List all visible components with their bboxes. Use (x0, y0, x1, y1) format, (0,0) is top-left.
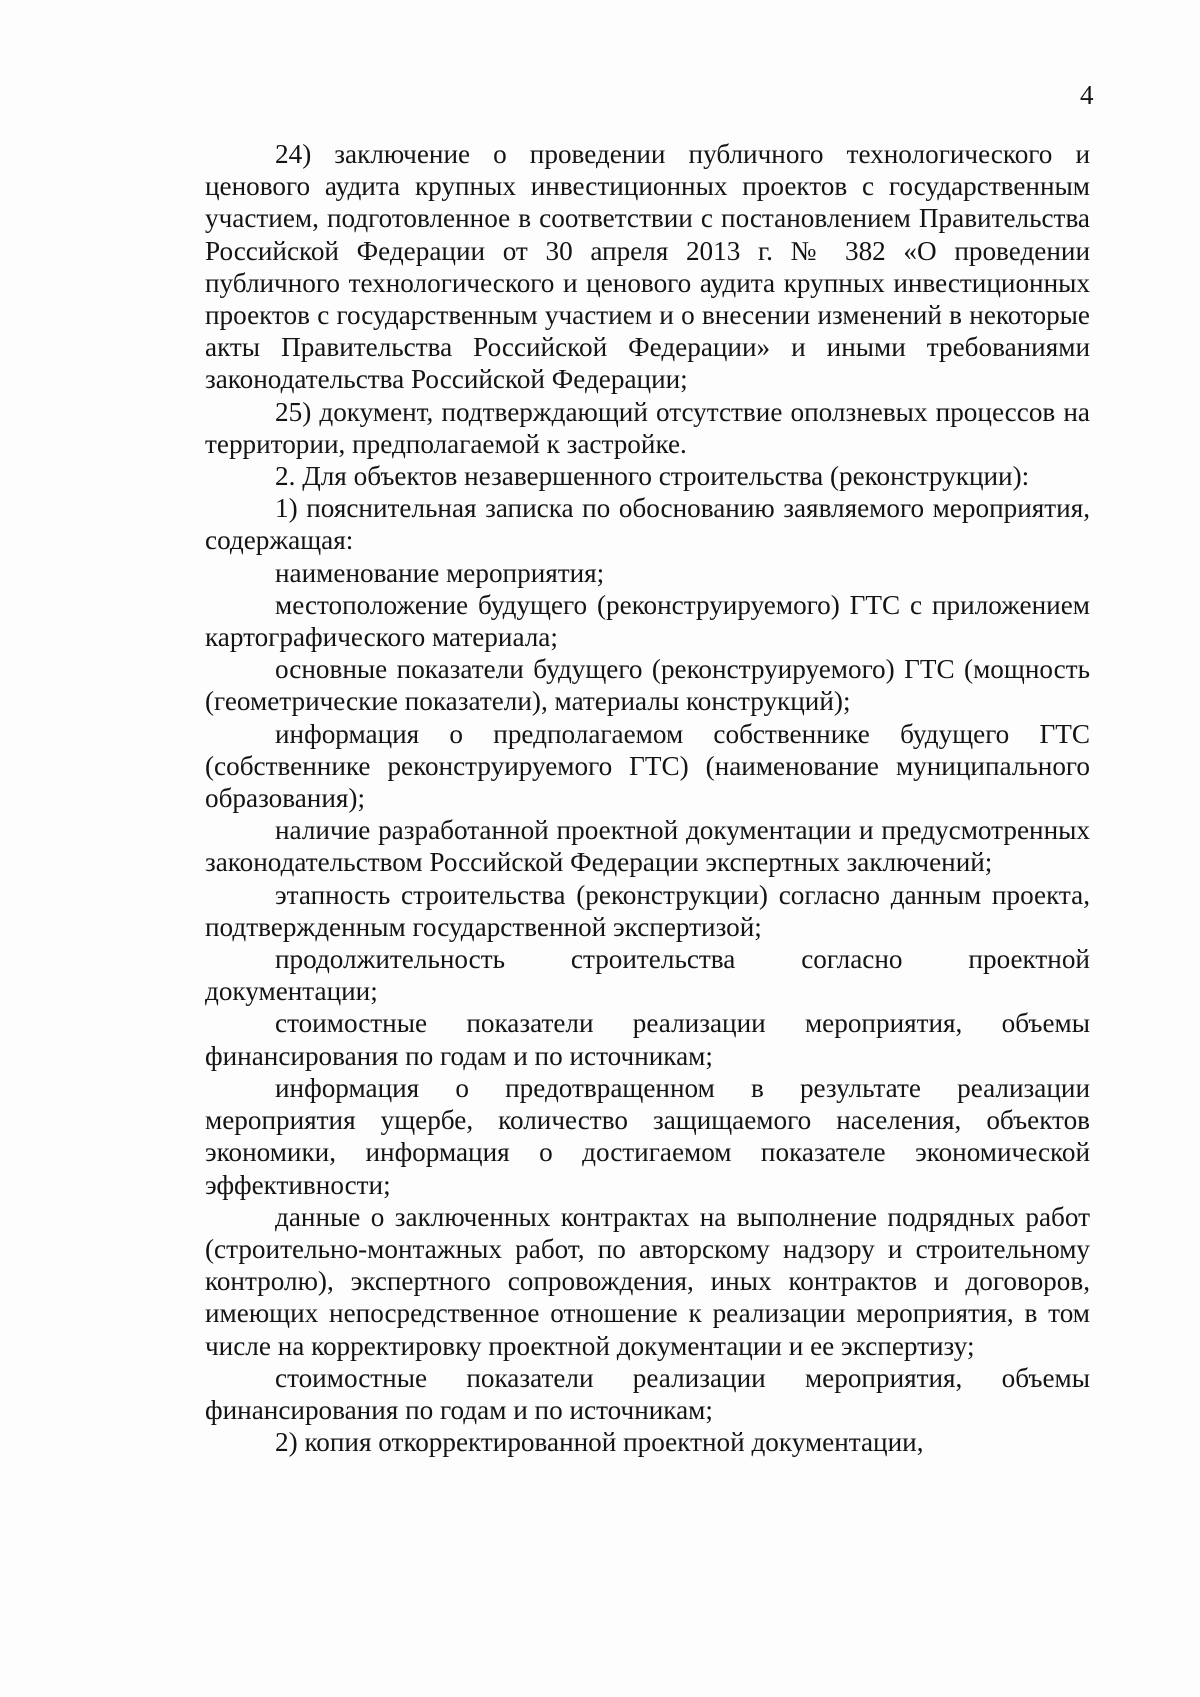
paragraph-construction-stages: этапность строительства (реконструкции) согласно данным проекта, подтвержденным государственной экспертизой; (205, 879, 1090, 942)
paragraph-main-indicators: основные показатели будущего (реконструируемого) ГТС (мощность (геометрические показатели), материалы конструкций); (205, 654, 1090, 717)
paragraph-project-documentation: наличие разработанной проектной документации и предусмотренных законодательством Российской Федерации экспертных заключений; (205, 815, 1090, 878)
list-item-24-audit-conclusion: 24) заключение о проведении публичного технологического и ценового аудита крупных инвестиционных проектов с государственным участием, подготовленное в соответствии с постановлением Правительства Российской Федерации от 30 апреля 2013 г. № 382 «О проведении публичного технологического и ценового аудита крупных инвестиционных проектов с государственным участием и о внесении изменений в некоторые акты Правительства Российской Федерации» и иными требованиями законодательства Российской Федерации; (205, 139, 1090, 395)
paragraph-cost-indicators: стоимостные показатели реализации мероприятия, объемы финансирования по годам и по источникам; (205, 1008, 1090, 1071)
list-item-2-documentation-copy: 2) копия откорректированной проектной документации, (275, 1427, 924, 1458)
paragraph-prevented-damage: информация о предотвращенном в результате реализации мероприятия ущербе, количество защищаемого населения, объектов экономики, информация о достигаемом показателе экономической эффективности; (205, 1072, 1090, 1200)
section-2-heading: 2. Для объектов незавершенного строительства (реконструкции): (275, 461, 1030, 492)
paragraph-owner-info: информация о предполагаемом собственнике будущего ГТС (собственнике реконструируемого ГТС) (наименование муниципального образования); (205, 718, 1090, 814)
list-item-1-explanatory-note: 1) пояснительная записка по обоснованию заявляемого мероприятия, содержащая: (205, 493, 1090, 556)
paragraph-contracts-data: данные о заключенных контрактах на выполнение подрядных работ (строительно-монтажных работ, по авторскому надзору и строительному контролю), экспертного сопровождения, иных контрактов и договоров, имеющих непосредственное отношение к реализации мероприятия, в том числе на корректировку проектной документации и ее экспертизу; (205, 1201, 1090, 1361)
document-body (205, 138, 1090, 1458)
paragraph-location: местоположение будущего (реконструируемого) ГТС с приложением картографического материала; (205, 589, 1090, 653)
paragraph-construction-duration: продолжительность строительства согласно проектной документации; (205, 944, 1090, 1007)
list-item-25-landslide-document: 25) документ, подтверждающий отсутствие оползневых процессов на территории, предполагаемой к застройке. (205, 396, 1090, 459)
paragraph-event-name: наименование мероприятия; (275, 557, 605, 588)
paragraph-cost-indicators-repeat: стоимостные показатели реализации мероприятия, объемы финансирования по годам и по источникам; (205, 1362, 1090, 1425)
page-number: 4 (1080, 80, 1094, 110)
